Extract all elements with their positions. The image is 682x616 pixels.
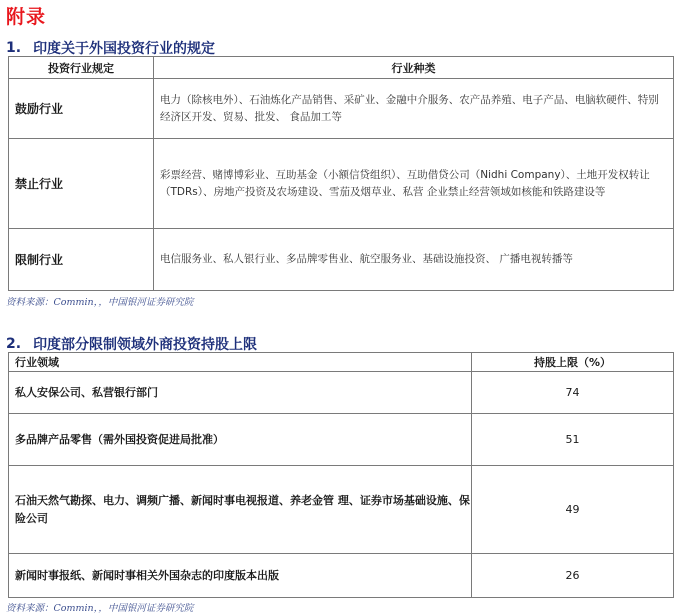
category-cell: 禁止行业 xyxy=(9,139,154,229)
table-row xyxy=(9,372,674,414)
source-note-2: 资料来源：Commin，，中国银河证券研究院 xyxy=(6,603,194,614)
table-row xyxy=(9,139,674,229)
field-cell: 新闻时事报纸、新闻时事相关外国杂志的印度版本出版 xyxy=(9,554,472,598)
category-cell: 鼓励行业 xyxy=(9,79,154,139)
section-1-title: 印度关于外国投资行业的规定 xyxy=(33,41,216,57)
column-header: 行业种类 xyxy=(154,57,674,79)
table-row xyxy=(9,554,674,598)
source-note-1: 资料来源：Commin，，中国银河证券研究院 xyxy=(6,297,194,308)
table-header-row xyxy=(9,353,674,372)
industries-cell: 彩票经营、赌博博彩业、互助基金（小额信贷组织）、互助借贷公司（Nidhi Company）、土地开发权转让（TDRs）、房地产投资及农场建设、雪茄及烟草业、私营 企业禁止经营领域如核能和铁路建设等 xyxy=(154,139,674,229)
column-header: 行业领域 xyxy=(9,353,472,372)
column-header: 持股上限（%） xyxy=(472,353,674,372)
section-2-number: 2. xyxy=(6,336,22,352)
table-row xyxy=(9,79,674,139)
section-2-title: 印度部分限制领域外商投资持股上限 xyxy=(33,337,258,353)
shareholding-limit-table xyxy=(8,352,674,598)
table-row xyxy=(9,414,674,466)
industries-cell: 电信服务业、私人银行业、多品牌零售业、航空服务业、基础设施投资、 广播电视转播等 xyxy=(154,229,674,291)
field-cell: 石油天然气勘探、电力、调频广播、新闻时事电视报道、养老金管 理、证券市场基础设施、保险公司 xyxy=(9,466,472,554)
page-title: 附录 xyxy=(6,6,47,28)
section-2-heading xyxy=(6,334,257,354)
table-row xyxy=(9,229,674,291)
field-cell: 私人安保公司、私营银行部门 xyxy=(9,372,472,414)
section-1-heading xyxy=(6,38,215,58)
table-row xyxy=(9,466,674,554)
field-cell: 多品牌产品零售（需外国投资促进局批准） xyxy=(9,414,472,466)
limit-cell: 51 xyxy=(472,414,674,466)
limit-cell: 74 xyxy=(472,372,674,414)
limit-cell: 26 xyxy=(472,554,674,598)
limit-cell: 49 xyxy=(472,466,674,554)
table-header-row xyxy=(9,57,674,79)
industries-cell: 电力（除核电外）、石油炼化产品销售、采矿业、金融中介服务、农产品养殖、电子产品、电脑软硬件、特别经济区开发、贸易、批发、 食品加工等 xyxy=(154,79,674,139)
column-header: 投资行业规定 xyxy=(9,57,154,79)
investment-rules-table xyxy=(8,56,674,291)
category-cell: 限制行业 xyxy=(9,229,154,291)
section-1-number: 1. xyxy=(6,40,22,56)
